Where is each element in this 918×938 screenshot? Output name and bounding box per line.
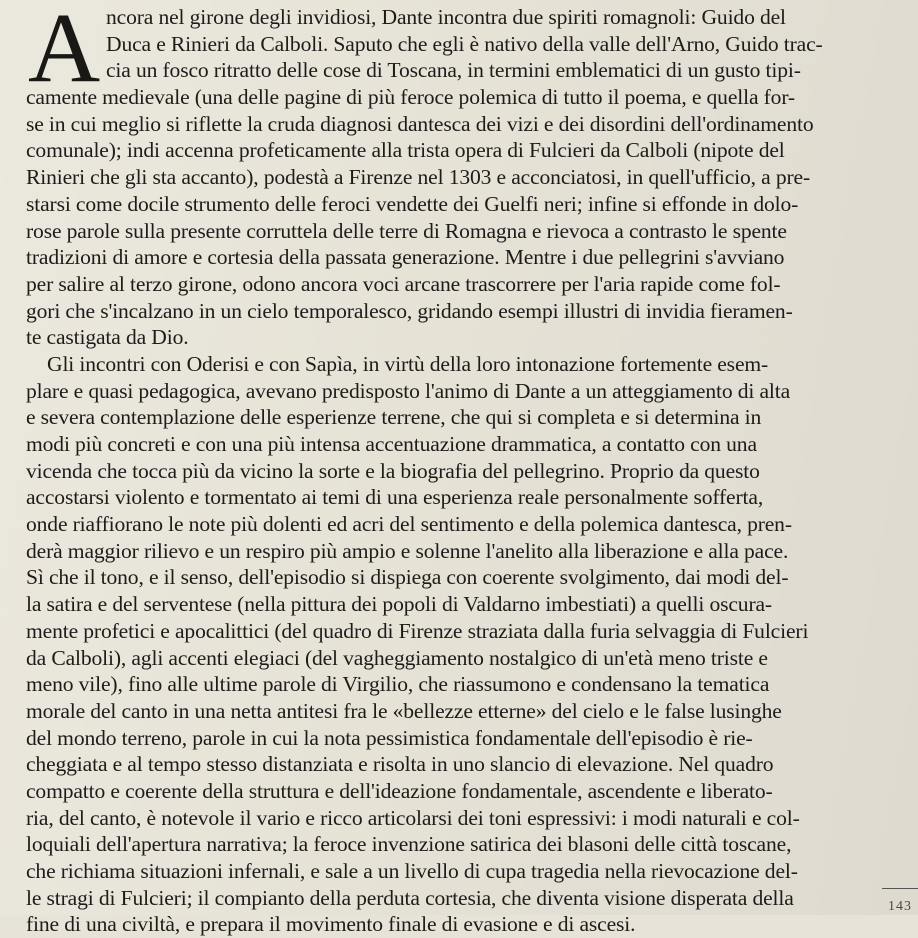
text-line: Duca e Rinieri da Calboli. Saputo che egli è nativo della valle dell'Arno, Guido trac- <box>106 31 823 56</box>
text-line: meno vile), fino alle ultime parole di Virgilio, che riassumono e condensano la tematica <box>26 672 770 697</box>
text-line: ncora nel girone degli invidiosi, Dante incontra due spiriti romagnoli: Guido del <box>106 5 786 29</box>
text-line: accostarsi violento e tormentato ai temi di una esperienza reale personalmente sofferta, <box>26 485 764 510</box>
divider <box>882 888 918 889</box>
text-line: e severa contemplazione delle esperienze terrene, che qui si completa e si determina in <box>26 405 762 430</box>
text-line: del mondo terreno, parole in cui la nota pessimistica fondamentale dell'episodio è rie- <box>26 725 753 750</box>
text-line: fine di una civiltà, e prepara il movimento finale di evasione e di ascesi. <box>26 912 636 937</box>
text-line: la satira e del serventese (nella pittura dei popoli di Valdarno imbestiati) a quelli oscura- <box>26 592 772 617</box>
text-line: morale del canto in una netta antitesi fra le «bellezze etterne» del cielo e le false lusinghe <box>26 698 782 723</box>
text-line: camente medievale (una delle pagine di più feroce polemica di tutto il poema, e quella for- <box>26 85 795 110</box>
text-line: starsi come docile strumento delle feroci vendette dei Guelfi neri; infine si effonde in dolo- <box>26 191 799 216</box>
text-line: loquiali dell'apertura narrativa; la feroce invenzione satirica dei blasoni delle città toscane, <box>26 832 792 857</box>
text-line: cheggiata e al tempo stesso distanziata e risolta in uno slancio di elevazione. Nel quadro <box>26 752 774 777</box>
text-line: Sì che il tono, e il senso, dell'episodio si dispiega con coerente svolgimento, dai modi del- <box>26 565 789 590</box>
text-line: Gli incontri con Oderisi e con Sapìa, in virtù della loro intonazione fortemente esem- <box>26 351 769 376</box>
text-line: comunale); indi accenna profeticamente alla trista opera di Fulcieri da Calboli (nipote del <box>26 138 785 163</box>
text-line: modi più concreti e con una più intensa accentuazione drammatica, a contatto con una <box>26 432 757 456</box>
text-line: cia un fosco ritratto delle cose di Toscana, in termini emblematici di un gusto tipi- <box>106 58 801 83</box>
text-line: che richiama situazioni infernali, e sale a un livello di cupa tragedia nella rievocazione del- <box>26 859 798 883</box>
text-line: per salire al terzo girone, odono ancora voci arcane trascorrere per l'aria rapide come fol- <box>26 271 781 296</box>
body-lines <box>26 84 906 938</box>
text-line: plare e quasi pedagogica, avevano predisposto l'animo di Dante a un atteggiamento di alta <box>26 378 791 403</box>
text-line: te castigata da Dio. <box>26 325 189 350</box>
text-line: se in cui meglio si riflette la cruda diagnosi dantesca dei vizi e dei disordini dell'ordinamento <box>26 111 814 136</box>
text-line: mente profetici e apocalittici (del quadro di Firenze straziata dalla furia selvaggia di Fulcieri <box>26 618 809 643</box>
text-line: vicenda che tocca più da vicino la sorte e la biografia del pellegrino. Proprio da questo <box>26 458 760 483</box>
page-number: 143 <box>888 899 912 914</box>
text-line: derà maggior rilievo e un respiro più ampio e solenne l'anelito alla liberazione e alla pace. <box>26 538 789 563</box>
text-line: da Calboli), agli accenti elegiaci (del vagheggiamento nostalgico di un'età meno triste e <box>26 645 768 670</box>
text-line: compatto e coerente della struttura e dell'ideazione fondamentale, ascendente e liberato- <box>26 778 773 803</box>
text-line: gori che s'incalzano in un cielo temporalesco, gridando esempi illustri di invidia fieramen- <box>26 298 793 323</box>
page-text <box>26 0 906 938</box>
text-line: rose parole sulla presente corruttela delle terre di Romagna e rievoca a contrasto le spente <box>26 218 787 243</box>
drop-cap: A <box>28 0 101 103</box>
text-line: le stragi di Fulcieri; il compianto della perduta cortesia, che diventa visione disperata della <box>26 885 794 910</box>
text-line: tradizioni di amore e cortesia della passata generazione. Mentre i due pellegrini s'avviano <box>26 245 785 270</box>
text-line: ria, del canto, è notevole il vario e ricco articolarsi dei toni espressivi: i modi naturali e col- <box>26 805 800 830</box>
text-line: onde riaffiorano le note più dolenti ed acri del sentimento e della polemica dantesca, pren- <box>26 512 792 537</box>
text-line: Rinieri che gli sta accanto), podestà a Firenze nel 1303 e acconciatosi, in quell'ufficio, a pre- <box>26 165 811 190</box>
